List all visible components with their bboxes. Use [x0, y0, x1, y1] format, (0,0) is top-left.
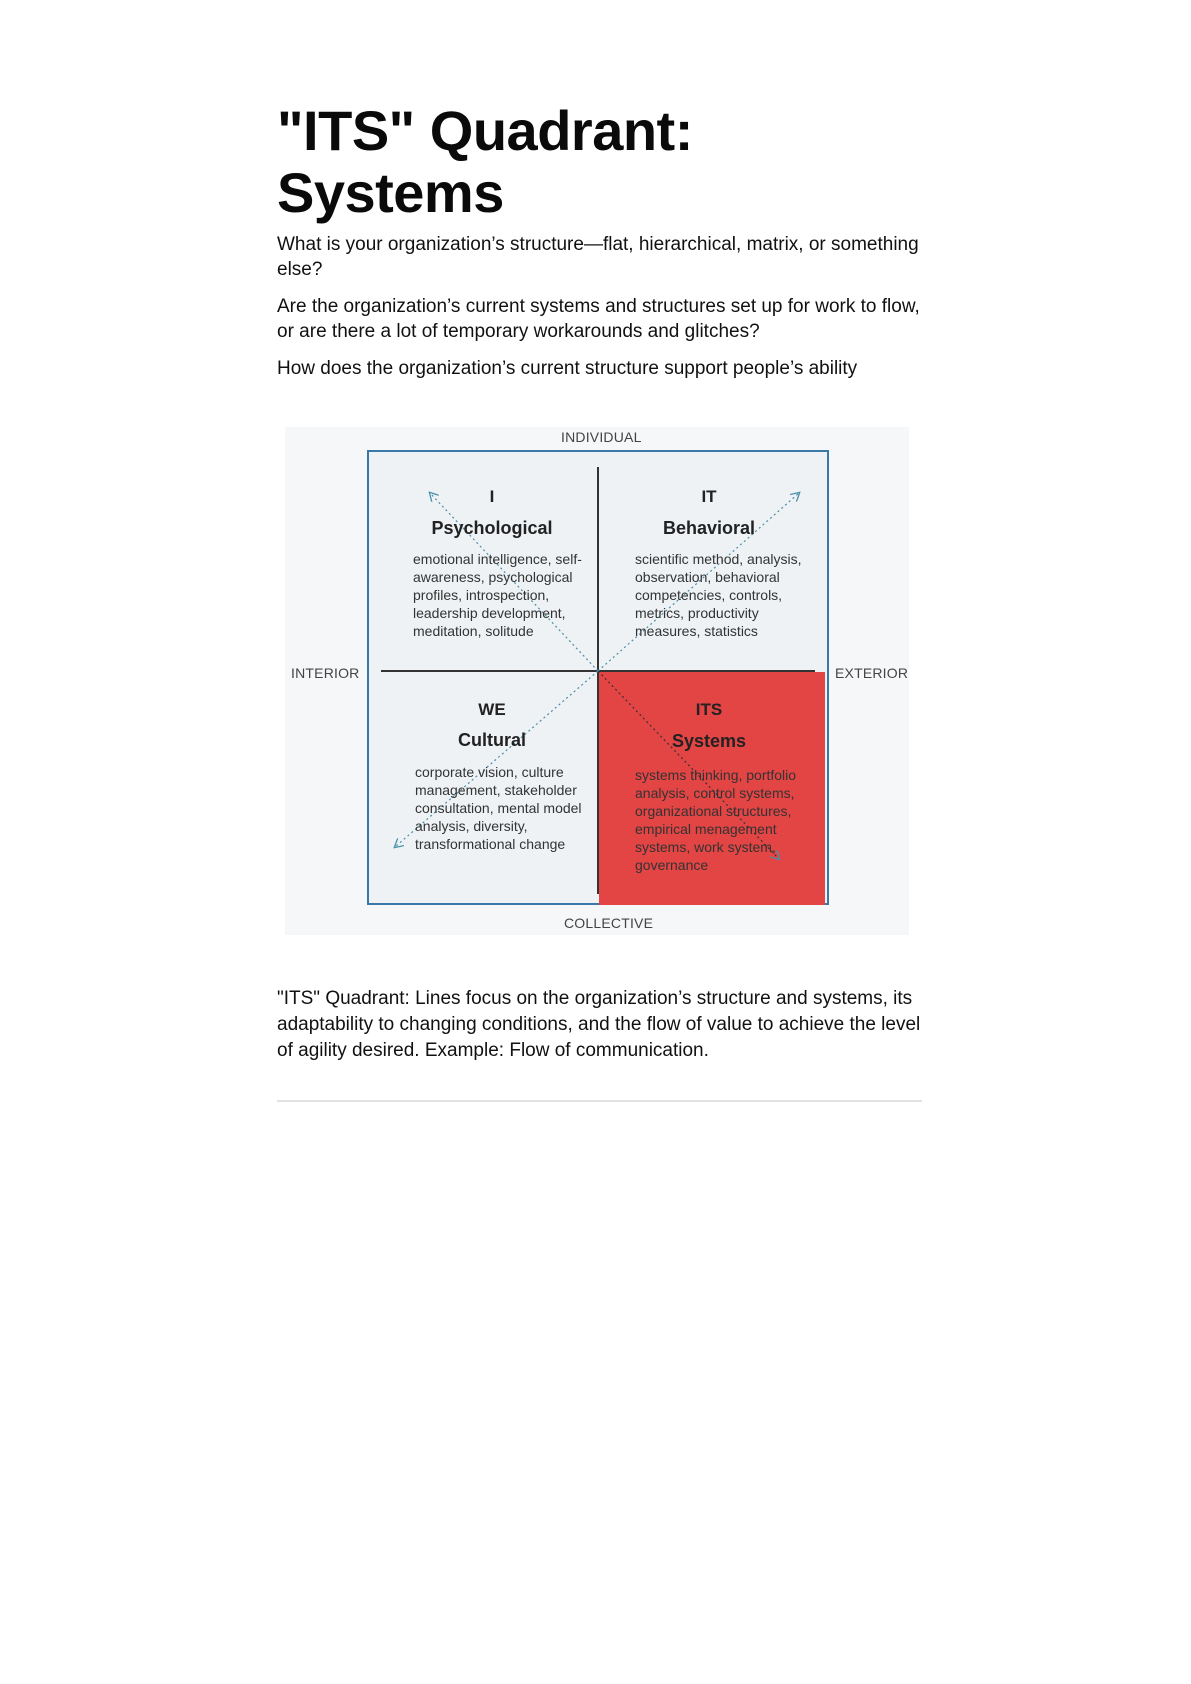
axis-label-collective: COLLECTIVE — [564, 915, 654, 931]
quadrant-we-heading: WE — [478, 700, 506, 719]
axis-label-individual: INDIVIDUAL — [561, 429, 642, 445]
quadrant-i-heading: I — [489, 487, 495, 506]
quadrant-its-description: systems thinking, portfolio analysis, control systems, organizational structures, empirical menagement systems, work system, governance — [635, 767, 797, 873]
quadrant-it-description: scientific method, analysis, observation, behavioral competencies, controls, metrics, productivity measures, statistics — [635, 551, 802, 639]
page-content — [277, 100, 922, 381]
quadrant-its-subheading: Systems — [671, 731, 747, 751]
quadrant-it-subheading: Behavioral — [662, 518, 756, 538]
section-divider — [277, 1100, 922, 1102]
question-structure-support: How does the organization’s current structure support people’s ability — [277, 358, 858, 379]
quadrant-i-subheading: Psychological — [431, 518, 553, 538]
question-systems-flow: Are the organization’s current systems and structures set up for work to flow, or are there a lot of temporary workarounds and glitches? — [277, 296, 920, 342]
figure-caption: "ITS" Quadrant: Lines focus on the organization’s structure and systems, its adaptability to changing conditions, and the flow of value to achieve the level of agility desired. Example: Flow of communication. — [277, 988, 921, 1061]
axis-label-exterior: EXTERIOR — [835, 665, 909, 681]
page-title: "ITS" Quadrant: Systems — [277, 99, 693, 224]
quadrant-it-heading: IT — [701, 487, 717, 506]
quadrant-its-heading: ITS — [695, 700, 723, 719]
quadrant-diagram — [285, 427, 909, 935]
quadrant-we-description: corporate vision, culture management, stakeholder consultation, mental model analysis, diversity, transformational change — [415, 764, 582, 852]
axis-label-interior: INTERIOR — [291, 665, 360, 681]
quadrant-i-description: emotional intelligence, self-awareness, psychological profiles, introspection, leadership development, meditation, solitude — [413, 551, 582, 639]
quadrant-we-subheading: Cultural — [457, 730, 526, 750]
question-structure: What is your organization’s structure—flat, hierarchical, matrix, or something else? — [277, 234, 919, 280]
